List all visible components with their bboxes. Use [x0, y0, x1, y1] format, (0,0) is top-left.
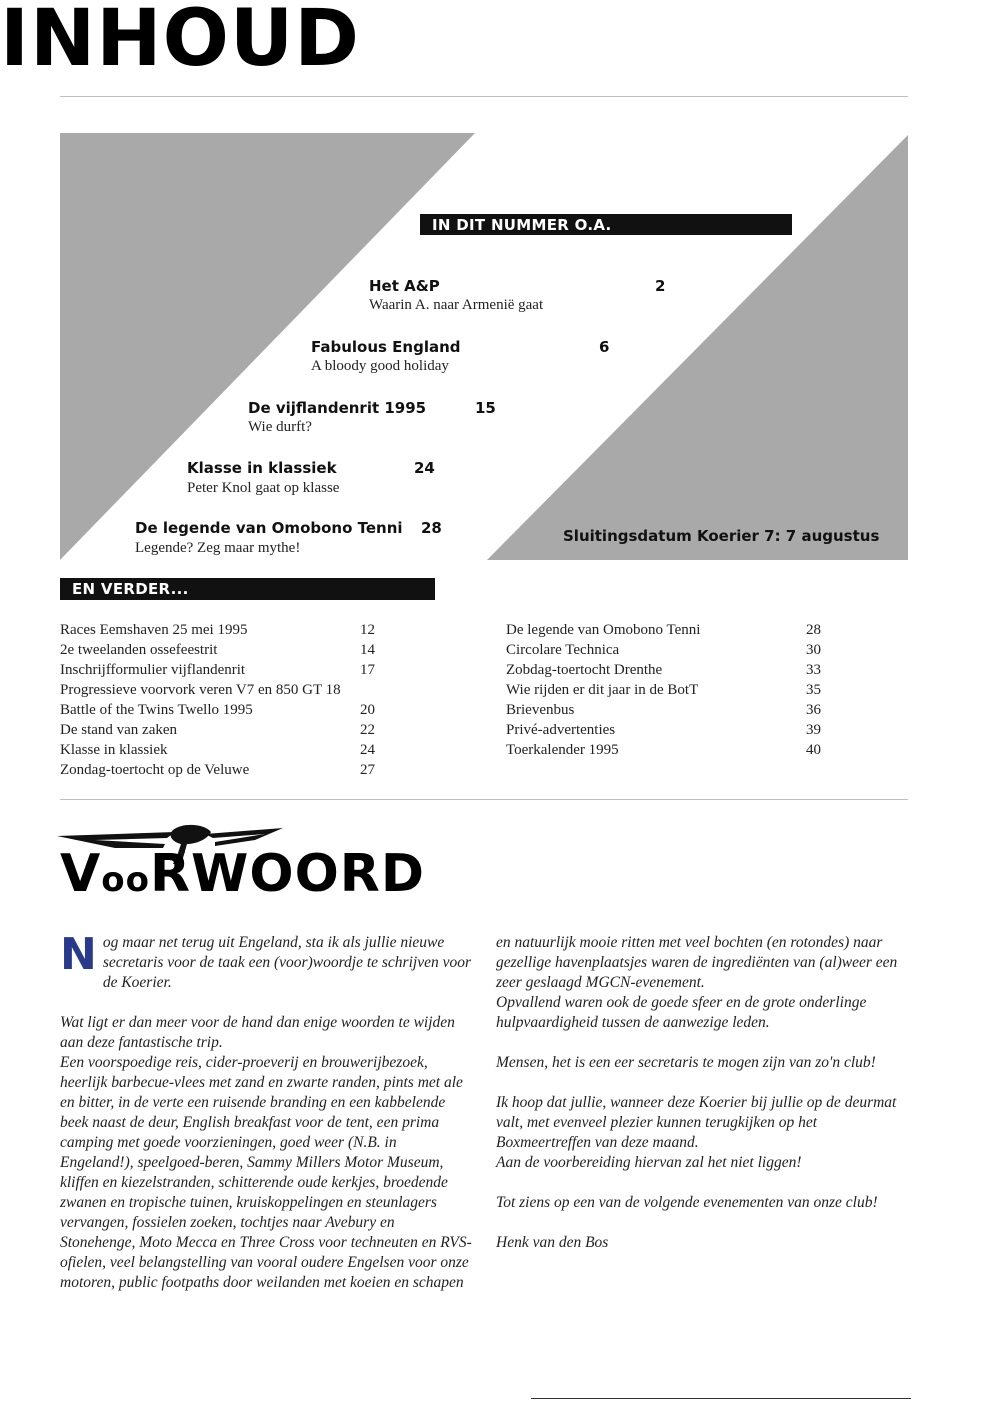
list-item[interactable]: Klasse in klassiek 24 [60, 742, 375, 758]
foreword-paragraph: Aan de voorbereiding hiervan zal het niet liggen! [496, 1154, 802, 1171]
foreword-left-column: Nog maar net terug uit Engeland, sta ik als jullie nieuwe secretaris voor de taak een (voor)woordje te schrijven voor de Koerier. Wat ligt er dan meer voor de hand dan enige woorden te wijden aan deze fantastische trip. Een voorspoedige reis, cider-proeverij en brouwerijbezoek, heerlijk barbecue-vlees met zand en zwarte randen, pints met ale en bitter, in de verte een ruisende branding en een kabbelende beek naast de deur, English breakfast voor de tent, een prima camping met goede voorzieningen, goed weer (N.B. in Engeland!), speelgoed-beren, Sammy Millers Motor Museum, kliffen en kiezelstranden, schitterende oude kerkjes, broedende zwanen en tropische tuinen, kruiskoppelingen en steunlagers vervangen, fossielen zoeken, tochtjes naar Avebury en Stonehenge, Moto Mecca en Three Cross voor techneuten en RVS-ofielen, veel belangstelling van vooral oudere Engelsen voor onze motoren, public footpaths door weilanden met koeien en schapen [60, 929, 472, 1291]
list-item[interactable]: Progressieve voorvork veren V7 en 850 GT 18 [60, 682, 341, 698]
foreword-paragraph: Mensen, het is een eer secretaris te mogen zijn van zo'n club! [496, 1054, 876, 1071]
foreword-title: VooRWOORD [60, 844, 425, 904]
featured-subtitle-5: Legende? Zeg maar mythe! [135, 540, 301, 556]
closing-date: Sluitingsdatum Koerier 7: 7 augustus [563, 527, 880, 545]
list-item[interactable]: De legende van Omobono Tenni 28 [506, 622, 821, 638]
more-list-left [60, 620, 390, 780]
foreword-right-column [496, 933, 911, 1273]
list-item[interactable]: Races Eemshaven 25 mei 1995 12 [60, 622, 375, 638]
featured-page-4: 24 [414, 459, 435, 477]
foreword-paragraph: Tot ziens op een van de volgende evenementen van onze club! [496, 1194, 878, 1211]
foreword-paragraph: Ik hoop dat jullie, wanneer deze Koerier bij jullie op de deurmat valt, met evenveel plezier kunnen terugkijken op het Boxmeertreffen van deze maand. [496, 1094, 897, 1151]
list-item[interactable]: Zondag-toertocht op de Veluwe 27 [60, 762, 375, 778]
subtitle-bar [420, 214, 792, 235]
featured-page-5: 28 [421, 519, 442, 537]
list-item[interactable]: De stand van zaken 22 [60, 722, 375, 738]
foreword-signature: Henk van den Bos [496, 1234, 609, 1251]
foreword-paragraph: Een voorspoedige reis, cider-proeverij en brouwerijbezoek, heerlijk barbecue-vlees met zand en zwarte randen, pints met ale en bitter, in de verte een ruisende branding en een kabbelende beek naast de deur, English breakfast voor de tent, een prima camping met goede voorzieningen, goed weer (N.B. in Engeland!), speelgoed-beren, Sammy Millers Motor Museum, kliffen en kiezelstranden, schitterende oude kerkjes, broedende zwanen en tropische tuinen, kruiskoppelingen en steunlagers vervangen, fossielen zoeken, tochtjes naar Avebury en Stonehenge, Moto Mecca en Three Cross voor techneuten en RVS-ofielen, veel belangstelling van vooral oudere Engelsen voor onze motoren, public footpaths door weilanden met koeien en schapen [60, 1054, 472, 1291]
featured-page-3: 15 [475, 399, 496, 417]
drop-cap: N [60, 929, 97, 980]
list-item[interactable]: Toerkalender 1995 40 [506, 742, 821, 758]
featured-page-2: 6 [599, 338, 610, 356]
list-item[interactable]: Zobdag-toertocht Drenthe 33 [506, 662, 821, 678]
middle-rule [60, 799, 908, 800]
featured-subtitle-1: Waarin A. naar Armenië gaat [369, 297, 544, 313]
featured-subtitle-4: Peter Knol gaat op klasse [187, 480, 340, 496]
bottom-rule [531, 1398, 911, 1399]
more-label: EN VERDER... [72, 580, 189, 598]
list-item[interactable]: Circolare Technica 30 [506, 642, 821, 658]
featured-subtitle-2: A bloody good holiday [311, 358, 449, 374]
featured-title-3[interactable]: De vijflandenrit 1995 [248, 399, 427, 417]
right-gray-triangle [487, 135, 908, 560]
list-item[interactable]: Battle of the Twins Twello 1995 20 [60, 702, 375, 718]
list-item[interactable]: Brievenbus 36 [506, 702, 821, 718]
foreword-paragraph: Opvallend waren ook de goede sfeer en de grote onderlinge hulpvaardigheid tussen de aanwezige leden. [496, 994, 867, 1031]
list-item[interactable]: 2e tweelanden ossefeestrit 14 [60, 642, 375, 658]
more-bar [60, 578, 435, 600]
foreword-paragraph: en natuurlijk mooie ritten met veel bochten (en rotondes) naar gezellige havenplaatsjes waren de ingrediënten van (al)weer een zeer geslaagd MGCN-evenement. [496, 934, 898, 991]
featured-title-2[interactable]: Fabulous England [311, 338, 461, 356]
featured-title-1[interactable]: Het A&P [369, 277, 440, 295]
contents-title: INHOUD [0, 0, 360, 84]
list-item[interactable]: Inschrijfformulier vijflandenrit 17 [60, 662, 375, 678]
featured-title-5[interactable]: De legende van Omobono Tenni [135, 519, 403, 537]
list-item[interactable]: Privé-advertenties 39 [506, 722, 821, 738]
featured-title-4[interactable]: Klasse in klassiek [187, 459, 337, 477]
featured-subtitle-3: Wie durft? [248, 419, 312, 435]
list-item[interactable]: Wie rijden er dit jaar in de BotT 35 [506, 682, 821, 698]
more-list-right [506, 620, 836, 760]
featured-page-1: 2 [655, 277, 666, 295]
foreword-paragraph: Wat ligt er dan meer voor de hand dan enige woorden te wijden aan deze fantastische trip. [60, 1014, 455, 1051]
subtitle-label: IN DIT NUMMER O.A. [432, 216, 612, 234]
